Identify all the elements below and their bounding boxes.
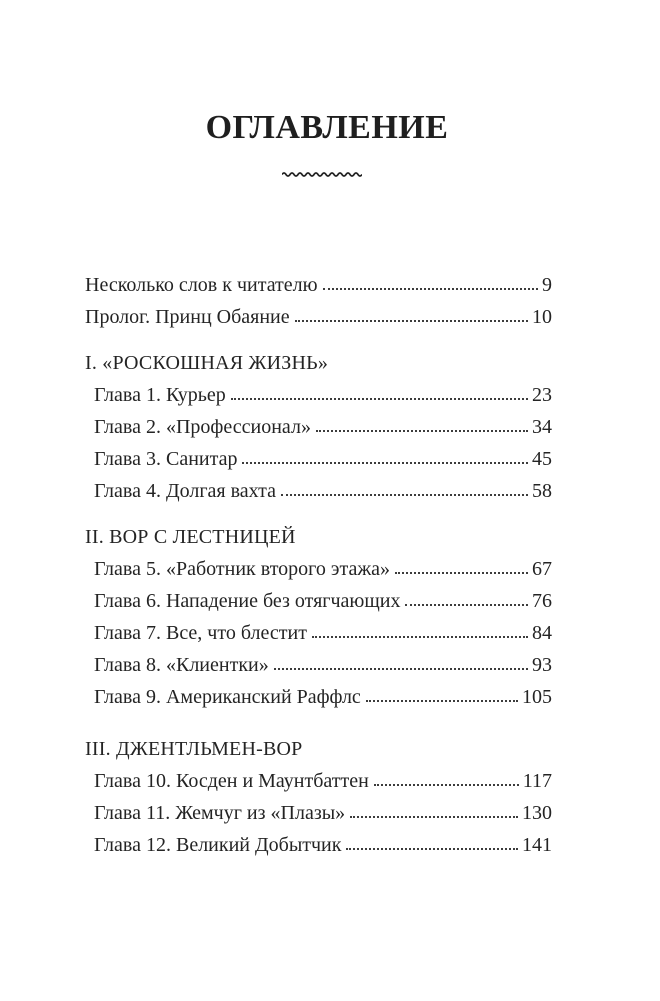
leader-dots	[395, 572, 528, 574]
toc-entry-label: Глава 6. Нападение без отягчающих	[94, 590, 401, 612]
squiggle-icon	[282, 170, 362, 178]
toc-section-heading	[85, 352, 552, 384]
toc-entry-label: Глава 5. «Работник второго этажа»	[94, 558, 391, 580]
toc-entry-label: Несколько слов к читателю	[85, 274, 318, 296]
leader-dots	[350, 816, 518, 818]
leader-dots	[405, 604, 528, 606]
toc-entry	[85, 686, 552, 718]
table-of-contents	[85, 274, 552, 866]
toc-entry	[85, 654, 552, 686]
leader-dots	[374, 784, 519, 786]
toc-entry-label: Пролог. Принц Обаяние	[85, 306, 290, 328]
toc-section-heading-label: I. «РОСКОШНАЯ ЖИЗНЬ»	[85, 352, 329, 374]
toc-entry	[85, 834, 552, 866]
toc-entry	[85, 802, 552, 834]
toc-entry	[85, 558, 552, 590]
leader-dots	[346, 848, 518, 850]
toc-entry-label: Глава 12. Великий Добытчик	[94, 834, 342, 856]
toc-section-heading	[85, 526, 552, 558]
toc-entry-page: 141	[522, 834, 552, 856]
leader-dots	[366, 700, 518, 702]
toc-entry-page: 58	[532, 480, 552, 502]
toc-entry-label: Глава 11. Жемчуг из «Плазы»	[94, 802, 346, 824]
leader-dots	[274, 668, 528, 670]
leader-dots	[281, 494, 528, 496]
toc-entry-page: 23	[532, 384, 552, 406]
toc-entry-label: Глава 1. Курьер	[94, 384, 226, 406]
toc-entry	[85, 770, 552, 802]
toc-entry-page: 34	[532, 416, 552, 438]
toc-entry-page: 84	[532, 622, 552, 644]
toc-entry-label: Глава 2. «Профессионал»	[94, 416, 311, 438]
leader-dots	[312, 636, 528, 638]
toc-entry-label: Глава 7. Все, что блестит	[94, 622, 307, 644]
toc-entry	[85, 274, 552, 306]
toc-entry-page: 117	[522, 770, 552, 792]
toc-entry	[85, 384, 552, 416]
toc-entry-page: 67	[532, 558, 552, 580]
toc-entry-page: 76	[532, 590, 552, 612]
toc-entry-label: Глава 8. «Клиентки»	[94, 654, 269, 676]
toc-entry-page: 9	[542, 274, 552, 296]
toc-entry-page: 45	[532, 448, 552, 470]
toc-section-heading-label: II. ВОР С ЛЕСТНИЦЕЙ	[85, 526, 296, 548]
toc-entry-page: 93	[532, 654, 552, 676]
leader-dots	[295, 320, 528, 322]
leader-dots	[242, 462, 528, 464]
leader-dots	[316, 430, 528, 432]
toc-entry	[85, 416, 552, 448]
toc-section-heading	[85, 738, 552, 770]
toc-entry	[85, 622, 552, 654]
toc-entry-page: 130	[522, 802, 552, 824]
toc-entry-label: Глава 4. Долгая вахта	[94, 480, 277, 502]
toc-entry-label: Глава 3. Санитар	[94, 448, 238, 470]
page-title: ОГЛАВЛЕНИЕ	[205, 109, 449, 146]
toc-entry	[85, 480, 552, 512]
squiggle-ornament	[0, 170, 644, 178]
toc-entry	[85, 590, 552, 622]
toc-entry	[85, 448, 552, 480]
leader-dots	[323, 288, 538, 290]
toc-entry-page: 10	[532, 306, 552, 328]
toc-section-heading-label: III. ДЖЕНТЛЬМЕН-ВОР	[85, 738, 303, 760]
toc-entry-label: Глава 10. Косден и Маунтбаттен	[94, 770, 369, 792]
toc-entry-page: 105	[522, 686, 552, 708]
leader-dots	[231, 398, 528, 400]
toc-entry	[85, 306, 552, 338]
toc-entry-label: Глава 9. Американский Раффлс	[94, 686, 361, 708]
